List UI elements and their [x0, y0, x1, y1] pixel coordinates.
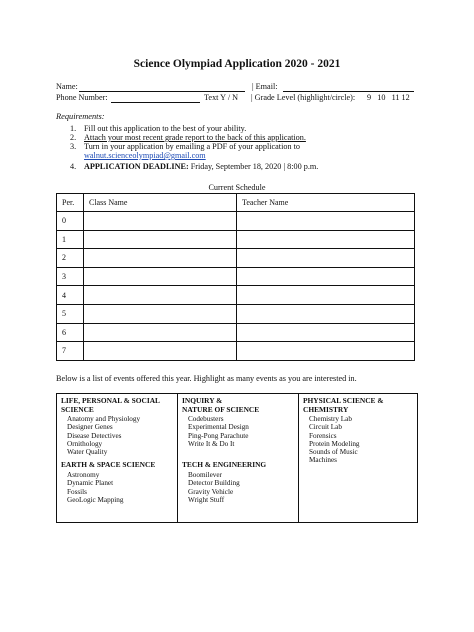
event-list	[67, 471, 124, 504]
table-row	[57, 267, 415, 286]
list-item[interactable]: Water Quality	[67, 448, 108, 457]
list-item[interactable]: GeoLogic Mapping	[67, 495, 124, 504]
period-number: 4	[57, 286, 84, 305]
list-item[interactable]: Chemistry Lab	[309, 415, 352, 423]
class-name-cell[interactable]	[84, 286, 237, 305]
deadline-date: Friday, September 18, 2020 | 8:00 p.m.	[188, 162, 319, 171]
list-item[interactable]: Disease Detectives	[67, 431, 122, 440]
schedule-caption: Current Schedule	[208, 183, 266, 192]
teacher-name-cell[interactable]	[237, 323, 415, 342]
table-row	[57, 212, 415, 231]
phone-label: Phone Number:	[56, 93, 108, 102]
col-header-class: Class Name	[84, 194, 237, 212]
list-item[interactable]: Boomilever	[188, 471, 222, 479]
category-heading: TECH & ENGINEERING	[182, 460, 267, 469]
event-list	[188, 415, 249, 448]
list-item[interactable]: Dynamic Planet	[67, 479, 114, 488]
event-list	[188, 471, 240, 504]
event-list	[309, 415, 360, 465]
schedule-header-row	[57, 194, 415, 212]
period-number: 3	[57, 267, 84, 286]
table-row	[57, 342, 415, 361]
text-permission-label[interactable]: Text Y / N	[204, 93, 239, 102]
table-row	[57, 249, 415, 268]
table-row	[57, 304, 415, 323]
category-heading: INQUIRY & NATURE OF SCIENCE	[182, 396, 260, 414]
list-item[interactable]: Forensics	[309, 431, 337, 440]
list-item[interactable]: Write It & Do It	[188, 439, 235, 448]
list-item[interactable]: Anatomy and Physiology	[67, 415, 141, 423]
col-header-teacher: Teacher Name	[237, 194, 415, 212]
list-item[interactable]: Ping-Pong Parachute	[188, 431, 249, 440]
events-intro: Below is a list of events offered this year. Highlight as many events as you are interested in.	[56, 374, 357, 383]
table-row	[57, 286, 415, 305]
list-item[interactable]: Gravity Vehicle	[188, 487, 234, 496]
table-row	[57, 230, 415, 249]
email-label: | Email:	[252, 82, 278, 91]
name-label: Name:	[56, 82, 78, 91]
schedule-table	[56, 193, 415, 361]
category-heading: EARTH & SPACE SCIENCE	[61, 460, 156, 469]
list-item[interactable]: Sounds of Music	[309, 448, 358, 457]
period-number: 0	[57, 212, 84, 231]
category-heading: LIFE, PERSONAL & SOCIAL SCIENCE	[61, 396, 160, 414]
class-name-cell[interactable]	[84, 249, 237, 268]
list-item[interactable]: Ornithology	[67, 439, 103, 448]
table-row	[57, 323, 415, 342]
period-number: 5	[57, 304, 84, 323]
events-column-inquiry-tech	[178, 394, 299, 522]
events-column-life-earth	[57, 394, 178, 522]
page-title: Science Olympiad Application 2020 - 2021	[133, 58, 341, 70]
event-list	[67, 415, 140, 456]
list-item[interactable]: Designer Genes	[67, 423, 113, 432]
class-name-cell[interactable]	[84, 267, 237, 286]
list-item[interactable]: Astronomy	[67, 471, 100, 479]
category-heading: PHYSICAL SCIENCE & CHEMISTRY	[303, 396, 384, 414]
events-box	[56, 393, 418, 523]
class-name-cell[interactable]	[84, 304, 237, 323]
name-field[interactable]	[79, 83, 245, 92]
teacher-name-cell[interactable]	[237, 286, 415, 305]
events-column-physical	[299, 394, 417, 522]
teacher-name-cell[interactable]	[237, 230, 415, 249]
list-item[interactable]: Experimental Design	[188, 423, 249, 432]
col-header-period: Per.	[57, 194, 84, 212]
teacher-name-cell[interactable]	[237, 249, 415, 268]
period-number: 6	[57, 323, 84, 342]
class-name-cell[interactable]	[84, 230, 237, 249]
email-link[interactable]: walnut.scienceolympiad@gmail.com	[84, 151, 206, 160]
phone-field[interactable]	[111, 94, 200, 103]
class-name-cell[interactable]	[84, 212, 237, 231]
teacher-name-cell[interactable]	[237, 304, 415, 323]
period-number: 7	[57, 342, 84, 361]
deadline-label: APPLICATION DEADLINE:	[84, 162, 189, 171]
list-item[interactable]: Codebusters	[188, 415, 224, 423]
list-item[interactable]: Circuit Lab	[309, 423, 342, 432]
list-item[interactable]: Wright Stuff	[188, 495, 225, 504]
list-item[interactable]: Machines	[309, 456, 337, 465]
grade-options[interactable]: 9 10 11 12	[367, 93, 410, 102]
teacher-name-cell[interactable]	[237, 212, 415, 231]
list-item[interactable]: Protein Modeling	[309, 439, 360, 448]
list-item[interactable]: Fossils	[67, 487, 87, 496]
grade-level-label: | Grade Level (highlight/circle):	[251, 93, 356, 102]
email-field[interactable]	[283, 83, 414, 92]
period-number: 2	[57, 249, 84, 268]
list-item[interactable]: Detector Building	[188, 479, 240, 488]
teacher-name-cell[interactable]	[237, 342, 415, 361]
period-number: 1	[57, 230, 84, 249]
teacher-name-cell[interactable]	[237, 267, 415, 286]
class-name-cell[interactable]	[84, 323, 237, 342]
class-name-cell[interactable]	[84, 342, 237, 361]
requirements-label: Requirements:	[56, 112, 105, 121]
